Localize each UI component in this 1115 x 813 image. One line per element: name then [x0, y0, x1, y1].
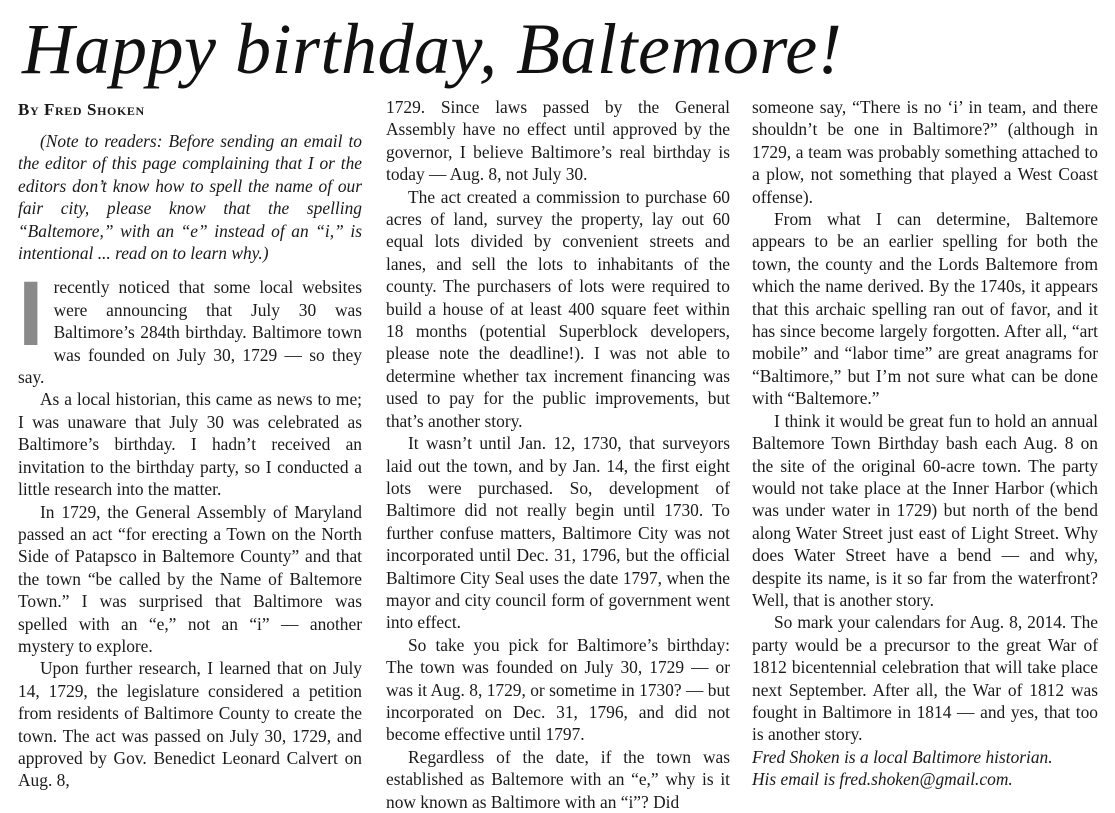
paragraph: I think it would be great fun to hold an annual Baltemore Town Birthday bash each Aug. 8 on the site of the original 60-acre town. The party would not take place at the Inner Harbor (which was under water in 1729) but north of the bend along Water Street just east of Light Street. Why does Water Street have a bend — and why, despite its name, is it so far from the waterfront? Well, that is another story. — [752, 410, 1098, 610]
drop-cap: I — [18, 263, 44, 366]
paragraph: Upon further research, I learned that on July 14, 1729, the legislature considered a petition from residents of Baltimore County to create the town. The act was passed on July 30, 1729, and approved by Gov. Benedict Leonard Calvert on Aug. 8, — [18, 658, 362, 791]
paragraph: 1729. Since laws passed by the General Assembly have no effect until approved by the governor, I believe Baltimore’s real birthday is today — Aug. 8, not July 30. — [386, 97, 730, 185]
paragraph: someone say, “There is no ‘i’ in team, and there shouldn’t be one in Baltimore?” (although in 1729, a team was probably something attached to a plow, not something that played a West Coast offense). — [752, 97, 1098, 207]
paragraph: So take you pick for Baltimore’s birthday: The town was founded on July 30, 1729 — or was it Aug. 8, 1729, or sometime in 1730? — but incorporated on Dec. 31, 1796, and did not become effective until 1797. — [386, 634, 730, 745]
paragraph: Regardless of the date, if the town was established as Baltemore with an “e,” why is it now known as Baltimore with an “i”? Did — [386, 746, 730, 812]
paragraph: It wasn’t until Jan. 12, 1730, that surveyors laid out the town, and by Jan. 14, the first eight lots were purchased. So, development of Baltimore did not really begin until 1730. To further confuse matters, Baltimore City was not incorporated until Dec. 31, 1796, but the official Baltimore City Seal uses the date 1797, when the mayor and city council form of government went into effect. — [386, 433, 730, 633]
column-2 — [386, 96, 730, 813]
paragraph — [18, 263, 362, 388]
paragraph: The act created a commission to purchase 60 acres of land, survey the property, lay out 60 equal lots divided by convenient streets and lanes, and sell the lots to inhabitants of the county. The purchasers of lots were required to build a house of at least 400 square feet within 18 months (potential Superblock developers, please note the deadline!). I was not able to determine whether tax increment financing was used to pay for the public improvements, but that’s another story. — [386, 186, 730, 431]
headline: Happy birthday, Baltemore! — [22, 9, 843, 89]
column-3 — [752, 96, 1098, 791]
paragraph-text: recently noticed that some local websites were announcing that July 30 was Baltimore’s 284th birthday. Baltimore town was founded on July 30, 1729 — so they say. — [18, 277, 362, 388]
paragraph: As a local historian, this came as news to me; I was unaware that July 30 was celebrated as Baltimore’s birthday. I hadn’t received an invitation to the birthday party, so I conducted a little research into the matter. — [18, 389, 362, 500]
author-tagline: Fred Shoken is a local Baltimore historian. — [752, 746, 1053, 767]
column-1 — [18, 100, 362, 792]
byline: By Fred Shoken — [18, 100, 145, 119]
author-email: His email is fred.shoken@gmail.com. — [752, 769, 1013, 790]
paragraph: In 1729, the General Assembly of Maryland passed an act “for erecting a Town on the North Side of Patapsco in Baltemore County” and that the town “be called by the Name of Baltemore Town.” I was surprised that Baltimore was spelled with an “e,” not an “i” — another mystery to explore. — [18, 501, 362, 656]
paragraph: From what I can determine, Baltemore appears to be an earlier spelling for both the town, the county and the Lords Baltemore from which the name derived. By the 1740s, it appears that this archaic spelling ran out of favor, and it has since become largely forgotten. After all, “art mobile” and “labor time” are great anagrams for “Baltimore,” but I’m not sure what can be done with “Baltemore.” — [752, 209, 1098, 409]
editor-note: (Note to readers: Before sending an email to the editor of this page complaining that I or the editors don’t know how to spell the name of our fair city, please know that the spelling “Baltemore,” with an “e” instead of an “i,” is intentional ... read on to learn why.) — [18, 131, 362, 264]
paragraph: So mark your calendars for Aug. 8, 2014. The party would be a precursor to the great War of 1812 bicentennial celebration that will take place next September. After all, the War of 1812 was fought in Baltimore in 1814 — and yes, that too is another story. — [752, 612, 1098, 745]
